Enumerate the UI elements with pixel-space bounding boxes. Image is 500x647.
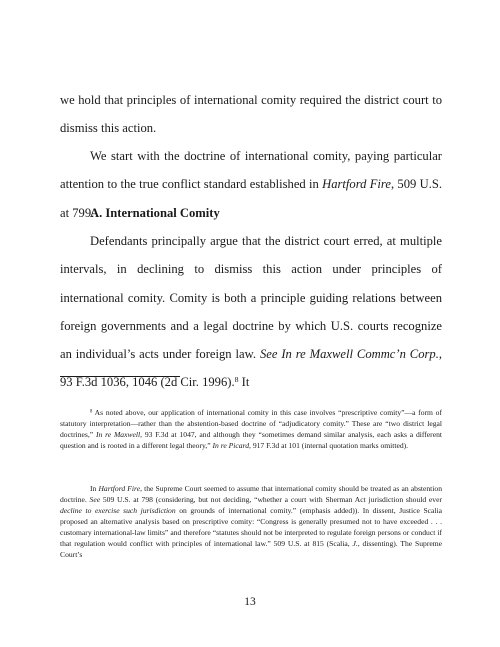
- section-heading: A. International Comity: [90, 206, 220, 220]
- paragraph-text: It: [238, 375, 250, 390]
- paragraph-defendants: [60, 227, 442, 397]
- case-citation: Hartford Fire: [98, 484, 141, 493]
- footnote-text: , 917 F.3d at 101 (internal quotation marks omitted).: [249, 441, 409, 450]
- footnote-text: , dissenting). The Supreme Court’s: [60, 539, 442, 559]
- case-citation: In re Maxwell: [95, 430, 141, 439]
- paragraph-text: , 93 F.3d 1036, 1046 (2d Cir. 1996).: [60, 347, 442, 390]
- footnote-8-continued: [60, 483, 442, 560]
- justice-abbreviation: J.: [352, 539, 358, 548]
- footnote-text: 509 U.S. at 798 (considering, but not deciding, “whether a court with Sherman Act jurisdiction should ever: [100, 495, 442, 504]
- footnote-text: As noted above, our application of international comity in this case involves “prescriptive comity”—a form of statutory interpretation—rather than the abstention-based doctrine of “adjudicatory comity.” These are “two district legal doctrines,”: [60, 408, 442, 439]
- footnote-text: on grounds of international comity.” (emphasis added)). In dissent, Justice Scalia proposed an alternative analysis based on prescriptive comity: “Congress is generally presumed not to have exceeded . . . customary international-law limits” and therefore “statutes should not be interpreted to regulate foreign persons or conduct if that regulation would conflict with principles of international law.” 509 U.S. at 815 (Scalia,: [60, 506, 443, 548]
- footnote-text: In: [90, 484, 99, 493]
- case-citation: See In re Maxwell Commc’n Corp.: [259, 347, 439, 362]
- case-citation: In re Picard: [212, 441, 250, 450]
- signal-word: See: [89, 495, 101, 504]
- paragraph-text: Defendants principally argue that the district court erred, at multiple intervals, in declining to dismiss this action under principles of international comity. Comity is both a principle guiding relations between foreign governments and a legal doctrine by which U.S. courts recognize an individual’s acts under foreign law.: [60, 234, 442, 362]
- footnote-divider: [60, 376, 180, 377]
- footnote-marker: 8: [90, 409, 93, 415]
- footnote-reference[interactable]: 8: [234, 375, 239, 385]
- footnote-text: , the Supreme Court seemed to assume that international comity should be treated as an abstention doctrine.: [60, 484, 442, 504]
- footnote-8: [60, 407, 442, 451]
- page-number: 13: [244, 596, 256, 608]
- case-citation: Hartford Fire: [322, 177, 391, 192]
- paragraph-text: , 509 U.S. at 799.: [60, 177, 443, 220]
- paragraph-text: we hold that principles of international comity required the district court to dismiss this action.: [60, 93, 442, 136]
- paragraph-text: We start with the doctrine of international comity, paying particular attention to the true conflict standard established in: [60, 149, 442, 192]
- paragraph-opening: [60, 86, 442, 143]
- emphasized-text: decline to exercise such jurisdiction: [60, 506, 176, 515]
- footnote-text: , 93 F.3d at 1047, and although they “sometimes demand similar analysis, each asks a different question and is rooted in a different legal theory,”: [60, 430, 442, 450]
